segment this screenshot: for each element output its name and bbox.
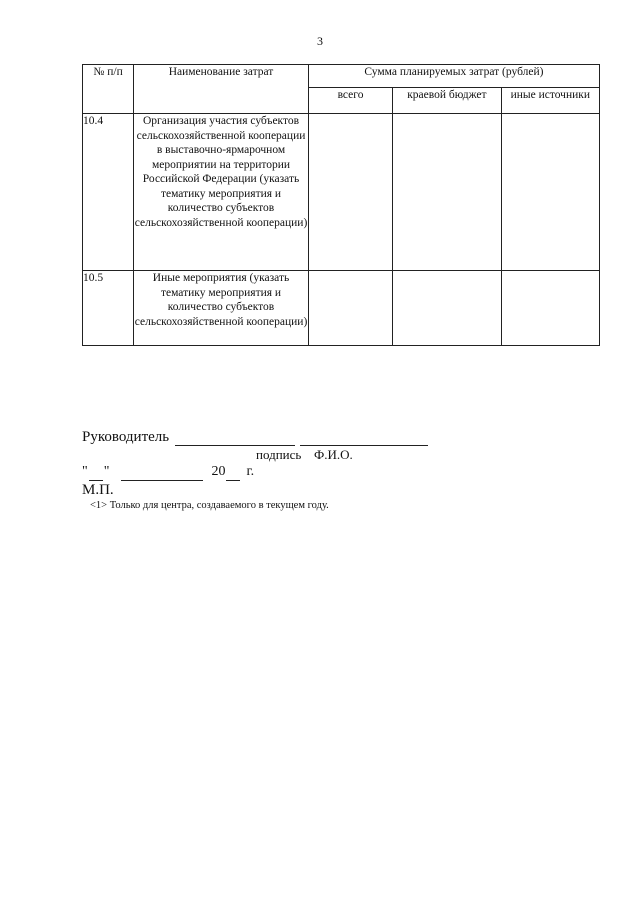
signature-line [175, 431, 295, 446]
costs-table [82, 64, 600, 346]
year-suffix: г. [246, 464, 255, 479]
name-caption: Ф.И.О. [314, 447, 353, 462]
year-line [226, 466, 240, 481]
row-other-cell [501, 114, 599, 271]
day-line [89, 466, 103, 481]
head-label: Руководитель [82, 429, 170, 445]
row-total-cell [308, 114, 392, 271]
row-num: 10.4 [83, 114, 134, 271]
name-line [300, 431, 428, 446]
header-total: всего [308, 88, 392, 114]
header-regional: краевой бюджет [393, 88, 501, 114]
table-row [83, 271, 600, 346]
stamp-label: М.П. [82, 482, 114, 498]
header-num: № п/п [83, 65, 134, 114]
row-total-cell [308, 271, 392, 346]
row-name: Иные мероприятия (указать тематику мероприятия и количество субъектов сельскохозяйственной кооперации) [134, 271, 309, 346]
row-num: 10.5 [83, 271, 134, 346]
row-regional-cell [393, 114, 501, 271]
row-regional-cell [393, 271, 501, 346]
signature-caption: подпись [256, 447, 302, 462]
row-other-cell [501, 271, 599, 346]
signature-block [82, 428, 428, 499]
header-name: Наименование затрат [134, 65, 309, 114]
month-line [121, 466, 203, 481]
table-row [83, 114, 600, 271]
row-name: Организация участия субъектов сельскохозяйственной кооперации в выставочно-ярмарочном мероприятии на территории Российской Федерации (указать тематику мероприятия и количество субъектов сельскохозяйственной кооперации) [134, 114, 309, 271]
footnote: <1> Только для центра, создаваемого в текущем году. [90, 500, 329, 511]
header-other: иные источники [501, 88, 599, 114]
header-sum: Сумма планируемых затрат (рублей) [308, 65, 599, 88]
year-prefix: 20 [211, 464, 226, 479]
page-number: 3 [317, 34, 323, 48]
date-line: " " 20 г. [82, 464, 255, 479]
